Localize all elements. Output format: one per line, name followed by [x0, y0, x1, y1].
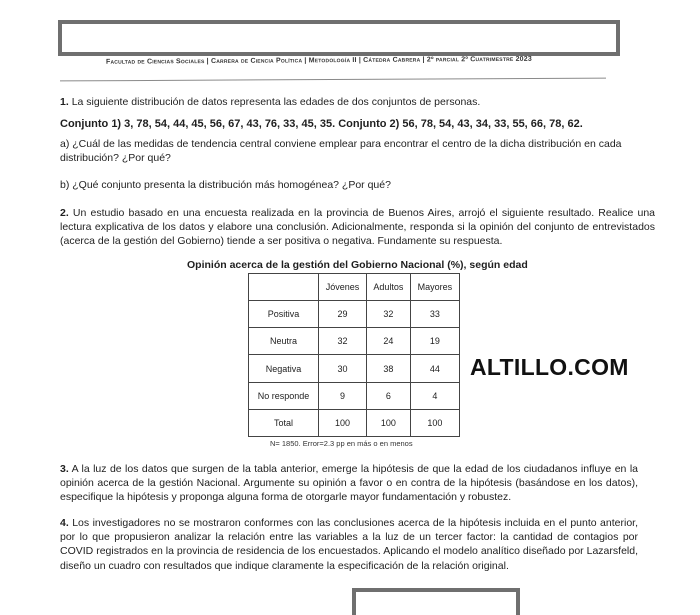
- table-cell: 19: [410, 328, 459, 355]
- table-row: [249, 382, 460, 409]
- table-cell: 33: [410, 301, 459, 328]
- table-row-label: Negativa: [249, 355, 319, 382]
- table-cell: 44: [410, 355, 459, 382]
- question-3-text: A la luz de los datos que surgen de la tabla anterior, emerge la hipótesis de que la edad de los ciudadanos influye en la opinión acerca de la gestión Nacional. Argumente su opinión a favor o en contra de la hipótesis (basándose en los datos), especifique la hipótesis y proponga alguna forma de otorgarle mayor fundamentación y robustez.: [60, 463, 638, 504]
- question-4: [60, 516, 638, 573]
- question-1-number: 1.: [60, 96, 69, 108]
- table-header-cell: Jóvenes: [319, 274, 367, 301]
- question-3-number: 3.: [60, 463, 69, 475]
- question-4-number: 4.: [60, 517, 69, 529]
- table-cell: 6: [367, 382, 411, 409]
- table-note: N= 1850. Error=2.3 pp en más o en menos: [270, 439, 413, 448]
- header-divider: [60, 78, 606, 82]
- table-cell: 29: [319, 301, 367, 328]
- redaction-box-top: [58, 20, 620, 56]
- question-1-sets: Conjunto 1) 3, 78, 54, 44, 45, 56, 67, 43, 76, 33, 45, 35. Conjunto 2) 56, 78, 54, 43, 34, 33, 55, 66, 78, 62.: [60, 118, 583, 130]
- table-cell: 100: [319, 409, 367, 436]
- table-cell: 100: [410, 409, 459, 436]
- table-row: [249, 355, 460, 382]
- watermark-text: ALTILLO.COM: [470, 354, 629, 380]
- table-cell: 24: [367, 328, 411, 355]
- question-1: [60, 95, 620, 109]
- opinion-table: [248, 273, 460, 437]
- table-row-label: Positiva: [249, 301, 319, 328]
- table-title: Opinión acerca de la gestión del Gobierno Nacional (%), según edad: [187, 259, 528, 271]
- question-1a: a) ¿Cuál de las medidas de tendencia central conviene emplear para encontrar el centro de la dicha distribución en cada distribución? ¿Por qué?: [60, 138, 622, 165]
- table-cell: 100: [367, 409, 411, 436]
- table-row: [249, 301, 460, 328]
- question-1-text: La siguiente distribución de datos representa las edades de dos conjuntos de personas.: [71, 96, 481, 108]
- table-cell: 30: [319, 355, 367, 382]
- table-row-label: No responde: [249, 382, 319, 409]
- question-1b: b) ¿Qué conjunto presenta la distribución más homogénea? ¿Por qué?: [60, 179, 391, 191]
- table-cell: 32: [319, 328, 367, 355]
- question-2: [60, 206, 655, 249]
- table-header-cell: [249, 274, 319, 301]
- table-header-cell: Adultos: [367, 274, 411, 301]
- course-header: Facultad de Ciencias Sociales | Carrera de Ciencia Política | Metodología II | Cátedra Cabrera | 2º parcial 2º Cuatrimestre 2023: [105, 55, 532, 66]
- table-header-cell: Mayores: [410, 274, 459, 301]
- table-cell: 4: [410, 382, 459, 409]
- table-row-label: Neutra: [249, 328, 319, 355]
- table-row: [249, 328, 460, 355]
- question-2-text: Un estudio basado en una encuesta realizada en la provincia de Buenos Aires, arrojó el siguiente resultado. Realice una lectura explicativa de los datos y elabore una conclusión. Adicionalmente, responda si la opinión del conjunto de entrevistados (acerca de la gestión del Gobierno) tiende a ser positiva o negativa. Fundamente su respuesta.: [60, 207, 655, 248]
- table-cell: 32: [367, 301, 411, 328]
- table-row-label: Total: [249, 409, 319, 436]
- question-3: [60, 462, 638, 505]
- table-cell: 38: [367, 355, 411, 382]
- table-header-row: [249, 274, 460, 301]
- table-cell: 9: [319, 382, 367, 409]
- question-4-text: Los investigadores no se mostraron conformes con las conclusiones acerca de la hipótesis incluida en el punto anterior, por lo que propusieron analizar la relación entre las variables a la luz de un tercer factor: la cantidad de contagios por COVID registrados en la provincia de residencia de los encuestados. Aplicando el modelo analítico diseñado por Lazarsfeld, diseño un cuadro con resultados que indique claramente la especificación de la relación original.: [60, 517, 638, 572]
- table-row: [249, 409, 460, 436]
- question-2-number: 2.: [60, 207, 69, 219]
- redaction-box-bottom: [352, 588, 520, 615]
